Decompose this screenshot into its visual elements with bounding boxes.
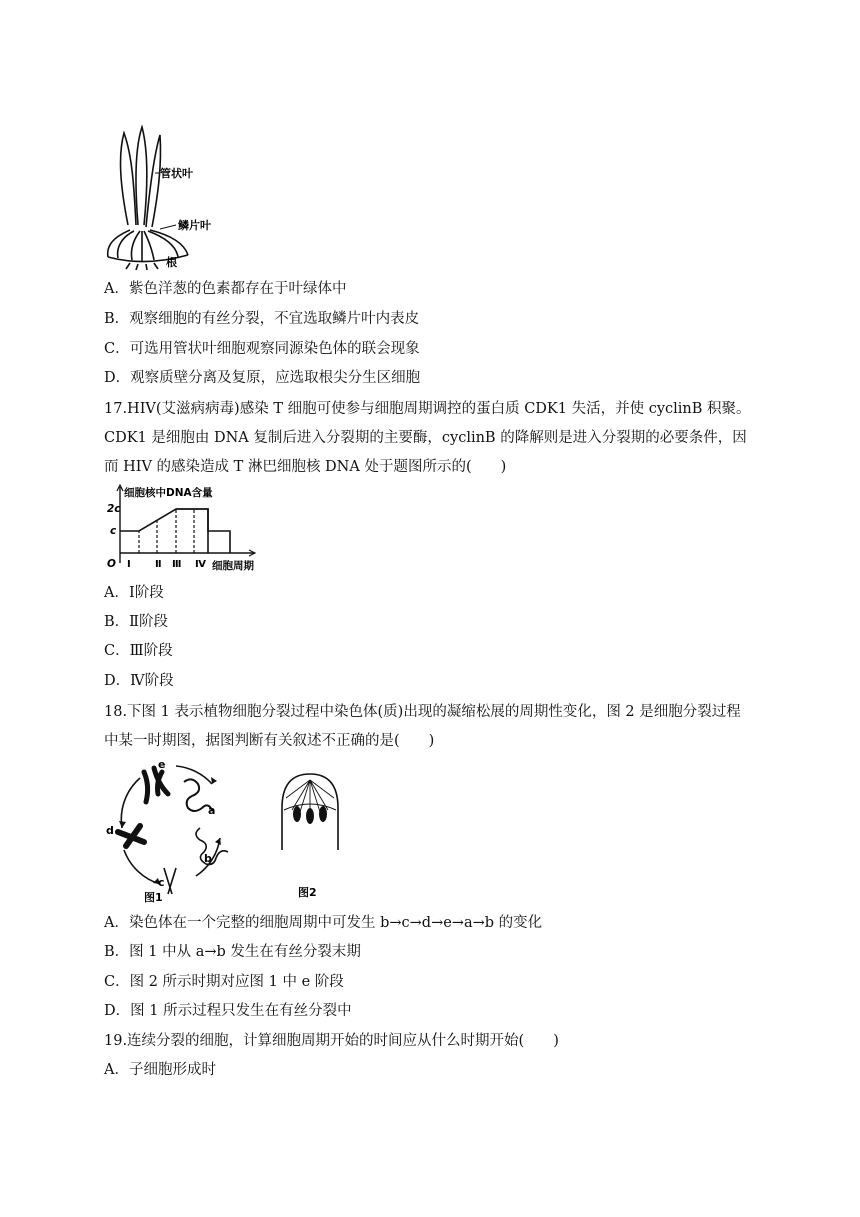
- leaf-label: 管状叶: [160, 167, 193, 180]
- q17-option-a: A．Ⅰ阶段: [104, 585, 164, 601]
- figure1-caption: 图1: [144, 891, 163, 904]
- chromosomes: [293, 806, 327, 824]
- origin-label: O: [107, 558, 116, 570]
- q18-option-c: C．图 2 所示时期对应图 1 中 e 阶段: [104, 974, 344, 990]
- x-axis-label: 细胞周期: [212, 560, 254, 572]
- stage-label-d: d: [106, 824, 114, 837]
- stage-d-chromosome: [118, 826, 144, 846]
- q17-stem-line2: CDK1 是细胞由 DNA 复制后进入分裂期的主要酶，cyclinB 的降解则是进入分裂期的必要条件，因: [104, 430, 747, 446]
- onion-figure: [100, 125, 240, 270]
- q17-option-d: D．Ⅳ阶段: [104, 673, 174, 689]
- q18-stem-line1: 18.下图 1 表示植物细胞分裂过程中染色体(质)出现的凝缩松展的周期性变化，图 2 是细胞分裂过程: [104, 704, 741, 720]
- q17-stem-line1: 17.HIV(艾滋病病毒)感染 T 细胞可使参与细胞周期调控的蛋白质 CDK1 失活，并使 cyclinB 积聚。: [104, 401, 751, 417]
- dna-content-line: [120, 509, 230, 553]
- y-axis-label: 细胞核中DNA含量: [124, 487, 213, 499]
- q16-option-d: D．观察质壁分离及复原，应选取根尖分生区细胞: [104, 370, 421, 386]
- cell-division-figure: [270, 770, 350, 904]
- dna-content-chart: [104, 483, 274, 577]
- scale-leaf-label: 鳞片叶: [178, 219, 211, 232]
- root-label: 根: [166, 256, 177, 269]
- stage-label-a: a: [208, 804, 216, 817]
- q19-stem: 19.连续分裂的细胞，计算细胞周期开始的时间应从什么时期开始( ): [104, 1033, 559, 1049]
- q17-option-c: C．Ⅲ阶段: [104, 643, 173, 659]
- chromosome-cycle-figure: [100, 758, 250, 904]
- q18-option-a: A．染色体在一个完整的细胞周期中可发生 b→c→d→e→a→b 的变化: [104, 915, 543, 931]
- y-tick-2c: 2c: [107, 503, 121, 515]
- stage-label-c: c: [158, 876, 165, 889]
- q19-option-a: A．子细胞形成时: [104, 1062, 216, 1078]
- phase-label-1: Ⅰ: [127, 559, 131, 570]
- stage-label-b: b: [204, 852, 212, 865]
- figure2-caption: 图2: [298, 886, 317, 899]
- q18-stem-line2: 中某一时期图，据图判断有关叙述不正确的是( ): [104, 733, 435, 749]
- q18-option-b: B．图 1 中从 a→b 发生在有丝分裂末期: [104, 944, 361, 960]
- q16-option-c: C．可选用管状叶细胞观察同源染色体的联会现象: [104, 341, 420, 357]
- q17-stem-line3: 而 HIV 的感染造成 T 淋巴细胞核 DNA 处于题图所示的( ): [104, 459, 507, 475]
- stage-e-chromosome: [144, 768, 168, 802]
- stage-c-chromosome: [164, 868, 176, 894]
- stage-label-e: e: [158, 758, 166, 771]
- q18-option-d: D．图 1 所示过程只发生在有丝分裂中: [104, 1003, 352, 1019]
- dna-top-plateau: [176, 509, 208, 553]
- q16-option-a: A．紫色洋葱的色素都存在于叶绿体中: [104, 281, 347, 297]
- q16-option-b: B．观察细胞的有丝分裂，不宜选取鳞片叶内表皮: [104, 311, 420, 327]
- q17-option-b: B．Ⅱ阶段: [104, 614, 169, 630]
- phase-label-4: Ⅳ: [195, 559, 206, 570]
- phase-label-2: Ⅱ: [155, 559, 162, 570]
- phase-label-3: Ⅲ: [172, 559, 182, 570]
- y-tick-c: c: [110, 525, 117, 537]
